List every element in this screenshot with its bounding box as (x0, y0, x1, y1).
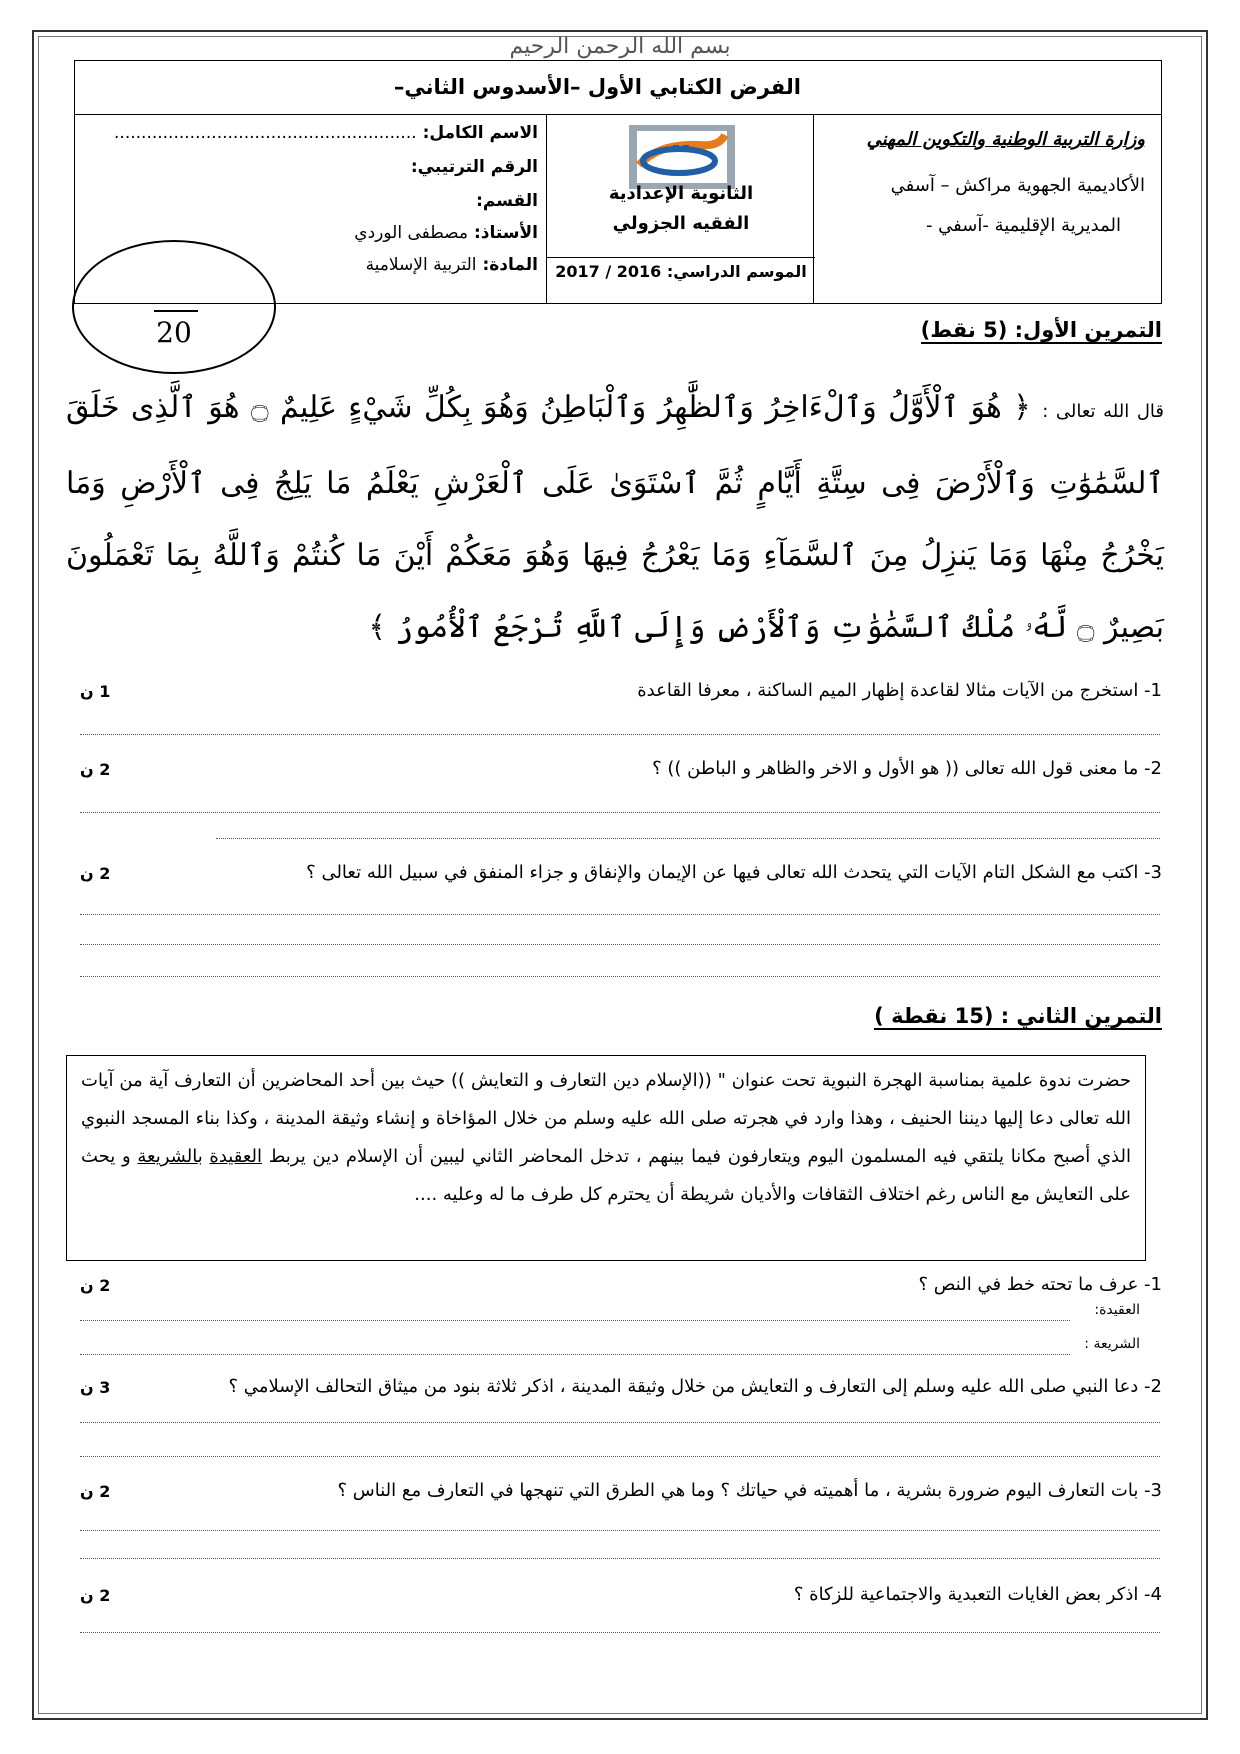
number-label: الرقم الترتيبي: (410, 157, 538, 177)
passage-text-b: و يحث على التعايش مع الناس رغم اختلاف الثقافات والأديان شريطة أن يحترم كل طرف ما له وعليه .... (81, 1146, 1131, 1205)
subject-label: المادة: (482, 255, 538, 275)
answer-line[interactable] (80, 812, 1160, 813)
reading-passage (66, 1055, 1146, 1261)
class-label: القسم: (476, 191, 538, 211)
ex1-question-3: 3- اكتب مع الشكل التام الآيات التي يتحدث الله تعالى فيها عن الإيمان والإنفاق و جزاء المنفق في سبيل الله تعالى ؟ (306, 862, 1162, 883)
school-type: الثانوية الإعدادية (608, 183, 754, 204)
name-field[interactable] (114, 123, 538, 143)
score-box[interactable] (72, 240, 276, 374)
school-block (547, 115, 815, 304)
answer-line[interactable] (80, 734, 1160, 735)
ministry-name: وزارة التربية الوطنية والتكوين المهني (866, 129, 1145, 150)
answer-line[interactable] (80, 1422, 1160, 1423)
ex2-points-4: 2 ن (80, 1586, 111, 1605)
exercise2-title: التمرين الثاني : (15 نقطة ) (874, 1004, 1162, 1028)
answer-line[interactable] (216, 838, 1160, 839)
ex1-points-2: 2 ن (80, 760, 111, 779)
sharia-label: الشريعة : (1084, 1336, 1140, 1352)
teacher-field (354, 223, 538, 243)
ex1-points-1: 1 ن (80, 682, 111, 701)
class-field[interactable] (476, 191, 538, 211)
ex2-question-2: 2- دعا النبي صلى الله عليه وسلم إلى التعارف و التعايش من خلال وثيقة المدينة ، اذكر ثلاثة بنود من ميثاق التحالف الإسلامي ؟ (228, 1376, 1162, 1397)
passage-text-a: حضرت ندوة علمية بمناسبة الهجرة النبوية تحت عنوان " ((الإسلام دين التعارف و التعايش )) حيث بين أحد المحاضرين أن التعارف آية من آيات الله تعالى دعا إليها ديننا الحنيف ، وهذا وارد في هجرته صلى الله عليه وسلم من خلال المؤاخاة و إنشاء وثيقة المدينة ، وكذا بناء المسجد النبوي الذي أصبح مكانا يلتقي فيه المسلمون اليوم ويتعارفون فيما بينهم ، تدخل المحاضر الثاني ليبين أن الإسلام دين يربط (81, 1070, 1131, 1167)
underlined-term-aqida: العقيدة (209, 1146, 262, 1167)
ex2-question-3: 3- بات التعارف اليوم ضرورة بشرية ، ما أهميته في حياتك ؟ وما هي الطرق التي تنهجها في التعارف مع الناس ؟ (337, 1480, 1162, 1501)
answer-line[interactable] (80, 1354, 1070, 1355)
underlined-term-sharia: الشريعة (137, 1146, 198, 1167)
answer-line[interactable] (80, 1558, 1160, 1559)
ex2-question-4: 4- اذكر بعض الغايات التعبدية والاجتماعية للزكاة ؟ (793, 1584, 1162, 1605)
ex1-question-2: 2- ما معنى قول الله تعالى (( هو الأول و الاخر والظاهر و الباطن )) ؟ (652, 758, 1162, 779)
school-name: الفقيه الجزولي (612, 213, 750, 234)
subject-field (366, 255, 538, 275)
ministry-block (813, 115, 1161, 304)
answer-line[interactable] (80, 976, 1160, 977)
ex2-points-1: 2 ن (80, 1276, 111, 1295)
quran-intro: قال الله تعالى : (1042, 401, 1165, 422)
basmala: بسم الله الرحمن الرحيم (509, 34, 731, 59)
subject-value: التربية الإسلامية (365, 255, 477, 275)
name-label: الاسم الكامل: (422, 123, 538, 143)
score-total: 20 (156, 316, 192, 349)
directorate-name: المديرية الإقليمية -آسفي - (925, 215, 1121, 236)
ex2-points-3: 2 ن (80, 1482, 111, 1501)
school-logo (629, 125, 735, 189)
quran-verses (66, 372, 1164, 664)
answer-line[interactable] (80, 1320, 1070, 1321)
verse-text: ﴿ هُوَ ٱلْأَوَّلُ وَٱلْءَاخِرُ وَٱلظَّٰهِرُ وَٱلْبَاطِنُ وَهُوَ بِكُلِّ شَيْءٍ عَلِيمٌ ۝ هُوَ ٱلَّذِى خَلَقَ ٱلسَّمَٰوَٰتِ وَٱلْأَرْضَ فِى سِتَّةِ أَيَّامٍ ثُمَّ ٱسْتَوَىٰ عَلَى ٱلْعَرْشِ يَعْلَمُ مَا يَلِجُ فِى ٱلْأَرْضِ وَمَا يَخْرُجُ مِنْهَا وَمَا يَنزِلُ مِنَ ٱلسَّمَآءِ وَمَا يَعْرُجُ فِيهَا وَهُوَ مَعَكُمْ أَيْنَ مَا كُنتُمْ وَٱللَّهُ بِمَا تَعْمَلُونَ بَصِيرٌ ۝ لَّهُۥ مُلْكُ ٱلسَّمَٰوَٰتِ وَٱلْأَرْضِ وَإِلَى ٱللَّهِ تُرْجَعُ ٱلْأُمُورُ ﴾ (66, 390, 1164, 645)
exam-title: الفرض الكتابي الأول –الأسدوس الثاني– (393, 75, 801, 99)
passage-text-mid: ب (197, 1146, 210, 1167)
ex1-question-1: 1- استخرج من الآيات مثالا لقاعدة إظهار الميم الساكنة ، معرفا القاعدة (637, 680, 1162, 701)
answer-line[interactable] (80, 1456, 1160, 1457)
answer-line[interactable] (80, 1632, 1160, 1633)
answer-line[interactable] (80, 944, 1160, 945)
ex2-points-2: 3 ن (80, 1378, 111, 1397)
ex2-question-1: 1- عرف ما تحته خط في النص ؟ (918, 1274, 1162, 1295)
teacher-label: الأستاذ: (473, 223, 538, 243)
aqida-label: العقيدة: (1094, 1302, 1140, 1318)
number-field[interactable] (411, 157, 538, 177)
exam-title-row (75, 61, 1161, 115)
score-fraction-line (154, 310, 198, 312)
teacher-value: مصطفى الوردي (354, 223, 469, 243)
answer-line[interactable] (80, 1530, 1160, 1531)
school-year: الموسم الدراسي: 2016 / 2017 (547, 257, 815, 281)
exercise1-title: التمرين الأول: (5 نقط) (920, 318, 1162, 342)
academy-name: الأكاديمية الجهوية مراكش – آسفي (890, 175, 1145, 196)
answer-line[interactable] (80, 914, 1160, 915)
name-value[interactable]: ........................................................ (114, 123, 417, 143)
ex1-points-3: 2 ن (80, 864, 111, 883)
